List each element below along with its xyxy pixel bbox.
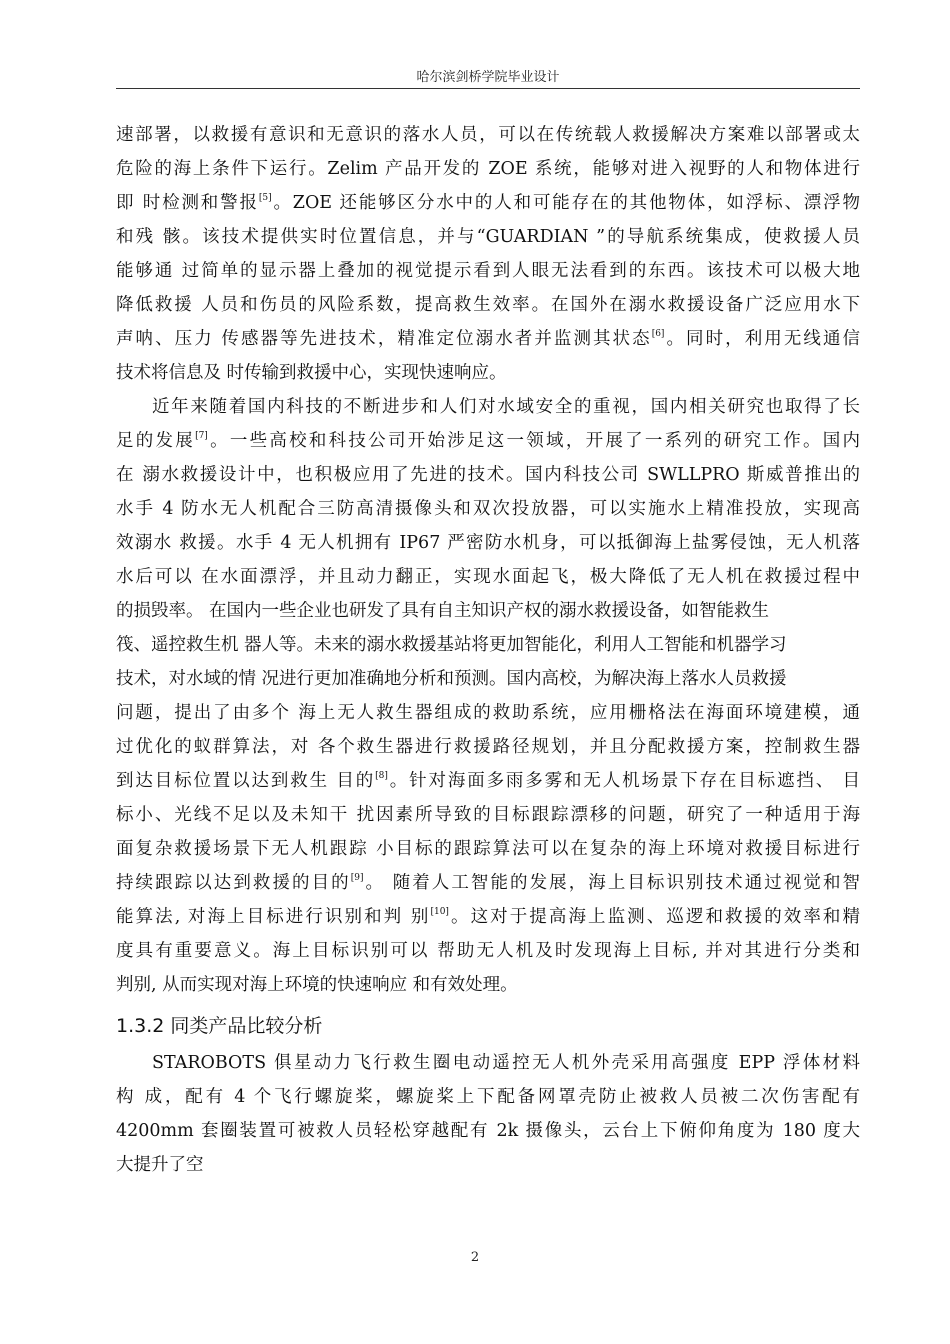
text-line: 过优化的蚁群算法，对 各个救生器进行救援路径规划，并且分配救援方案，控制救生器 — [116, 737, 860, 757]
text-line: 问题，提出了由多个 海上无人救生器组成的救助系统，应用栅格法在海面环境建模，通 — [116, 703, 860, 723]
text-line: 4200mm 套圈装置可被救人员轻松穿越配有 2k 摄像头，云台上下俯仰角度为 180 度大 — [116, 1121, 860, 1141]
text-line: 在 溺水救援设计中，也积极应用了先进的技术。国内科技公司 SWLLPRO 斯威普推出的 — [116, 465, 860, 485]
text-line: 技术将信息及 时传输到救援中心，实现快速响应。 — [116, 363, 507, 383]
text-line: 技术，对水域的情 况进行更加准确地分析和预测。国内高校，为解决海上落水人员救援 — [116, 669, 787, 689]
text-line: 面复杂救援场景下无人机跟踪 小目标的跟踪算法可以在复杂的海上环境对救援目标进行 — [116, 839, 860, 859]
text-line: 降低救援 人员和伤员的风险系数，提高救生效率。在国外在溺水救援设备广泛应用水下 — [116, 295, 860, 315]
citation: [5] — [258, 193, 272, 203]
text-line: 近年来随着国内科技的不断进步和人们对水域安全的重视，国内相关研究也取得了长 — [152, 397, 860, 417]
text-line: 效溺水 救援。水手 4 无人机拥有 IP67 严密防水机身，可以抵御海上盐雾侵蚀，无人机落 — [116, 533, 860, 553]
text-line: 判别, 从而实现对海上环境的快速响应 和有效处理。 — [116, 975, 518, 995]
text-line: 的损毁率。 在国内一些企业也研发了具有自主知识产权的溺水救援设备，如智能救生 — [116, 601, 770, 621]
citation: [6] — [651, 329, 665, 339]
text-line: 水后可以 在水面漂浮，并且动力翻正，实现水面起飞，极大降低了无人机在救援过程中 — [116, 567, 860, 587]
text-line: 到达目标位置以达到救生 目的[8]。针对海面多雨多雾和无人机场景下存在目标遮挡、 目 — [116, 771, 860, 791]
text-line: 大提升了空 — [116, 1155, 204, 1175]
text-line: 水手 4 防水无人机配合三防高清摄像头和双次投放器，可以实施水上精准投放，实现高 — [116, 499, 860, 519]
citation: [10] — [430, 907, 449, 917]
text-line: 标小、光线不足以及未知干 扰因素所导致的目标跟踪漂移的问题，研究了一种适用于海 — [116, 805, 860, 825]
text-line: STAROBOTS 俱星动力飞行救生圈电动遥控无人机外壳采用高强度 EPP 浮体材料 — [152, 1053, 860, 1073]
citation: [8] — [375, 771, 388, 781]
text-line: 即 时检测和警报[5]。ZOE 还能够区分水中的人和可能存在的其他物体，如浮标、漂浮物 — [116, 193, 860, 213]
citation: [7] — [195, 431, 208, 441]
text-line: 和残 骸。该技术提供实时位置信息，并与“GUARDIAN ”的导航系统集成，使救援人员 — [116, 227, 860, 247]
citation: [9] — [350, 873, 364, 883]
text-line: 足的发展[7]。一些高校和科技公司开始涉足这一领域，开展了一系列的研究工作。国内 — [116, 431, 860, 451]
body-text — [116, 118, 860, 1182]
text-line: 声呐、压力 传感器等先进技术，精准定位溺水者并监测其状态[6]。同时，利用无线通信 — [116, 329, 860, 349]
section-heading: 1.3.2 同类产品比较分析 — [116, 1015, 323, 1037]
text-line: 能够通 过简单的显示器上叠加的视觉提示看到人眼无法看到的东西。该技术可以极大地 — [116, 261, 860, 281]
running-header: 哈尔滨剑桥学院毕业设计 — [416, 70, 560, 85]
text-line: 持续跟踪以达到救援的目的[9]。 随着人工智能的发展，海上目标识别技术通过视觉和智 — [116, 873, 860, 893]
text-line: 速部署，以救援有意识和无意识的落水人员，可以在传统载人救援解决方案难以部署或太 — [116, 125, 860, 145]
page-number: 2 — [470, 1250, 480, 1265]
text-line: 度具有重要意义。海上目标识别可以 帮助无人机及时发现海上目标, 并对其进行分类和 — [116, 941, 860, 961]
header-rule — [116, 88, 860, 89]
text-line: 能算法, 对海上目标进行识别和判 别[10]。这对于提高海上监测、巡逻和救援的效率和精 — [116, 907, 860, 927]
text-line: 筏、遥控救生机 器人等。未来的溺水救援基站将更加智能化，利用人工智能和机器学习 — [116, 635, 787, 655]
text-line: 危险的海上条件下运行。Zelim 产品开发的 ZOE 系统，能够对进入视野的人和物体进行 — [116, 159, 860, 179]
text-line: 构 成，配有 4 个飞行螺旋桨，螺旋桨上下配备网罩壳防止被救人员被二次伤害配有 — [116, 1087, 860, 1107]
